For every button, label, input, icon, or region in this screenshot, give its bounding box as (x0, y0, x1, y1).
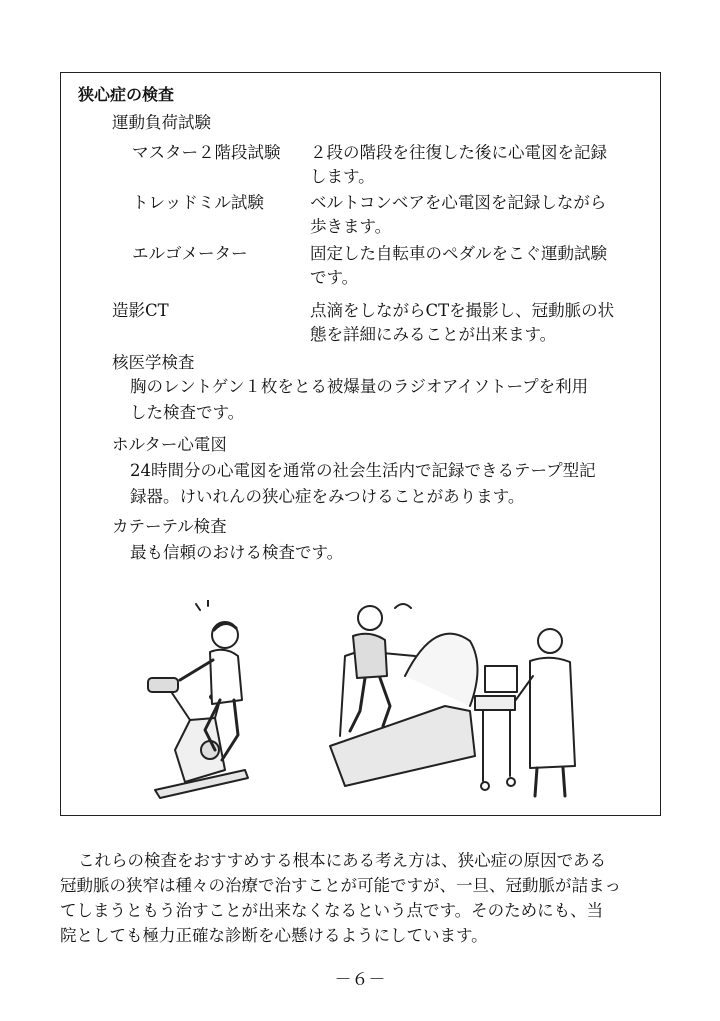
treadmill-test-desc-1: ベルトコンベアを心電図を記録しながら (310, 193, 607, 212)
ergometer-illustration (130, 600, 270, 800)
exercise-test-header: 運動負荷試験 (112, 113, 211, 132)
ct-name: 造影CT (112, 301, 169, 320)
paragraph-line: 冠動脈の狭窄は種々の治療で治すことが可能ですが、一旦、冠動脈が詰まっ (60, 876, 621, 895)
cath-name: カテーテル検査 (112, 517, 227, 536)
ergometer-test-name: エルゴメーター (132, 244, 248, 263)
master-test-name: マスター２階段試験 (132, 143, 281, 162)
master-test-desc-1: ２段の階段を往復した後に心電図を記録 (310, 143, 607, 162)
paragraph-line: てしまうともう治すことが出来なくなるという点です。そのためにも、当 (60, 901, 604, 920)
treadmill-test-name: トレッドミル試験 (132, 193, 264, 212)
closing-paragraph (60, 848, 661, 948)
ergometer-test-desc-1: 固定した自転車のペダルをこぐ運動試験 (310, 244, 607, 263)
master-test-desc-2: します。 (310, 167, 375, 186)
holter-desc-2: 録器。けいれんの狭心症をみつけることがあります。 (130, 487, 525, 506)
paragraph-line: これらの検査をおすすめする根本にある考え方は、狭心症の原因である (78, 851, 607, 870)
ct-desc-2: 態を詳細にみることが出来ます。 (310, 325, 557, 344)
box-title: 狭心症の検査 (78, 85, 175, 104)
nuclear-desc-1: 胸のレントゲン１枚をとる被爆量のラジオアイソトープを利用 (130, 377, 589, 396)
nuclear-name: 核医学検査 (112, 353, 195, 372)
holter-desc-1: 24時間分の心電図を通常の社会生活内で記録できるテープ型記 (130, 461, 596, 480)
ergometer-test-desc-2: です。 (310, 268, 359, 287)
paragraph-line: 院としても極力正確な診断を心懸けるようにしています。 (60, 926, 488, 945)
nuclear-desc-2: した検査です。 (130, 403, 245, 422)
ct-desc-1: 点滴をしながらCTを撮影し、冠動脈の状 (310, 301, 615, 320)
treadmill-test-desc-2: 歩きます。 (310, 217, 392, 236)
cath-desc-1: 最も信頼のおける検査です。 (130, 543, 344, 562)
page-number: －６－ (334, 970, 386, 990)
treadmill-illustration (325, 596, 585, 806)
holter-name: ホルター心電図 (112, 435, 227, 454)
